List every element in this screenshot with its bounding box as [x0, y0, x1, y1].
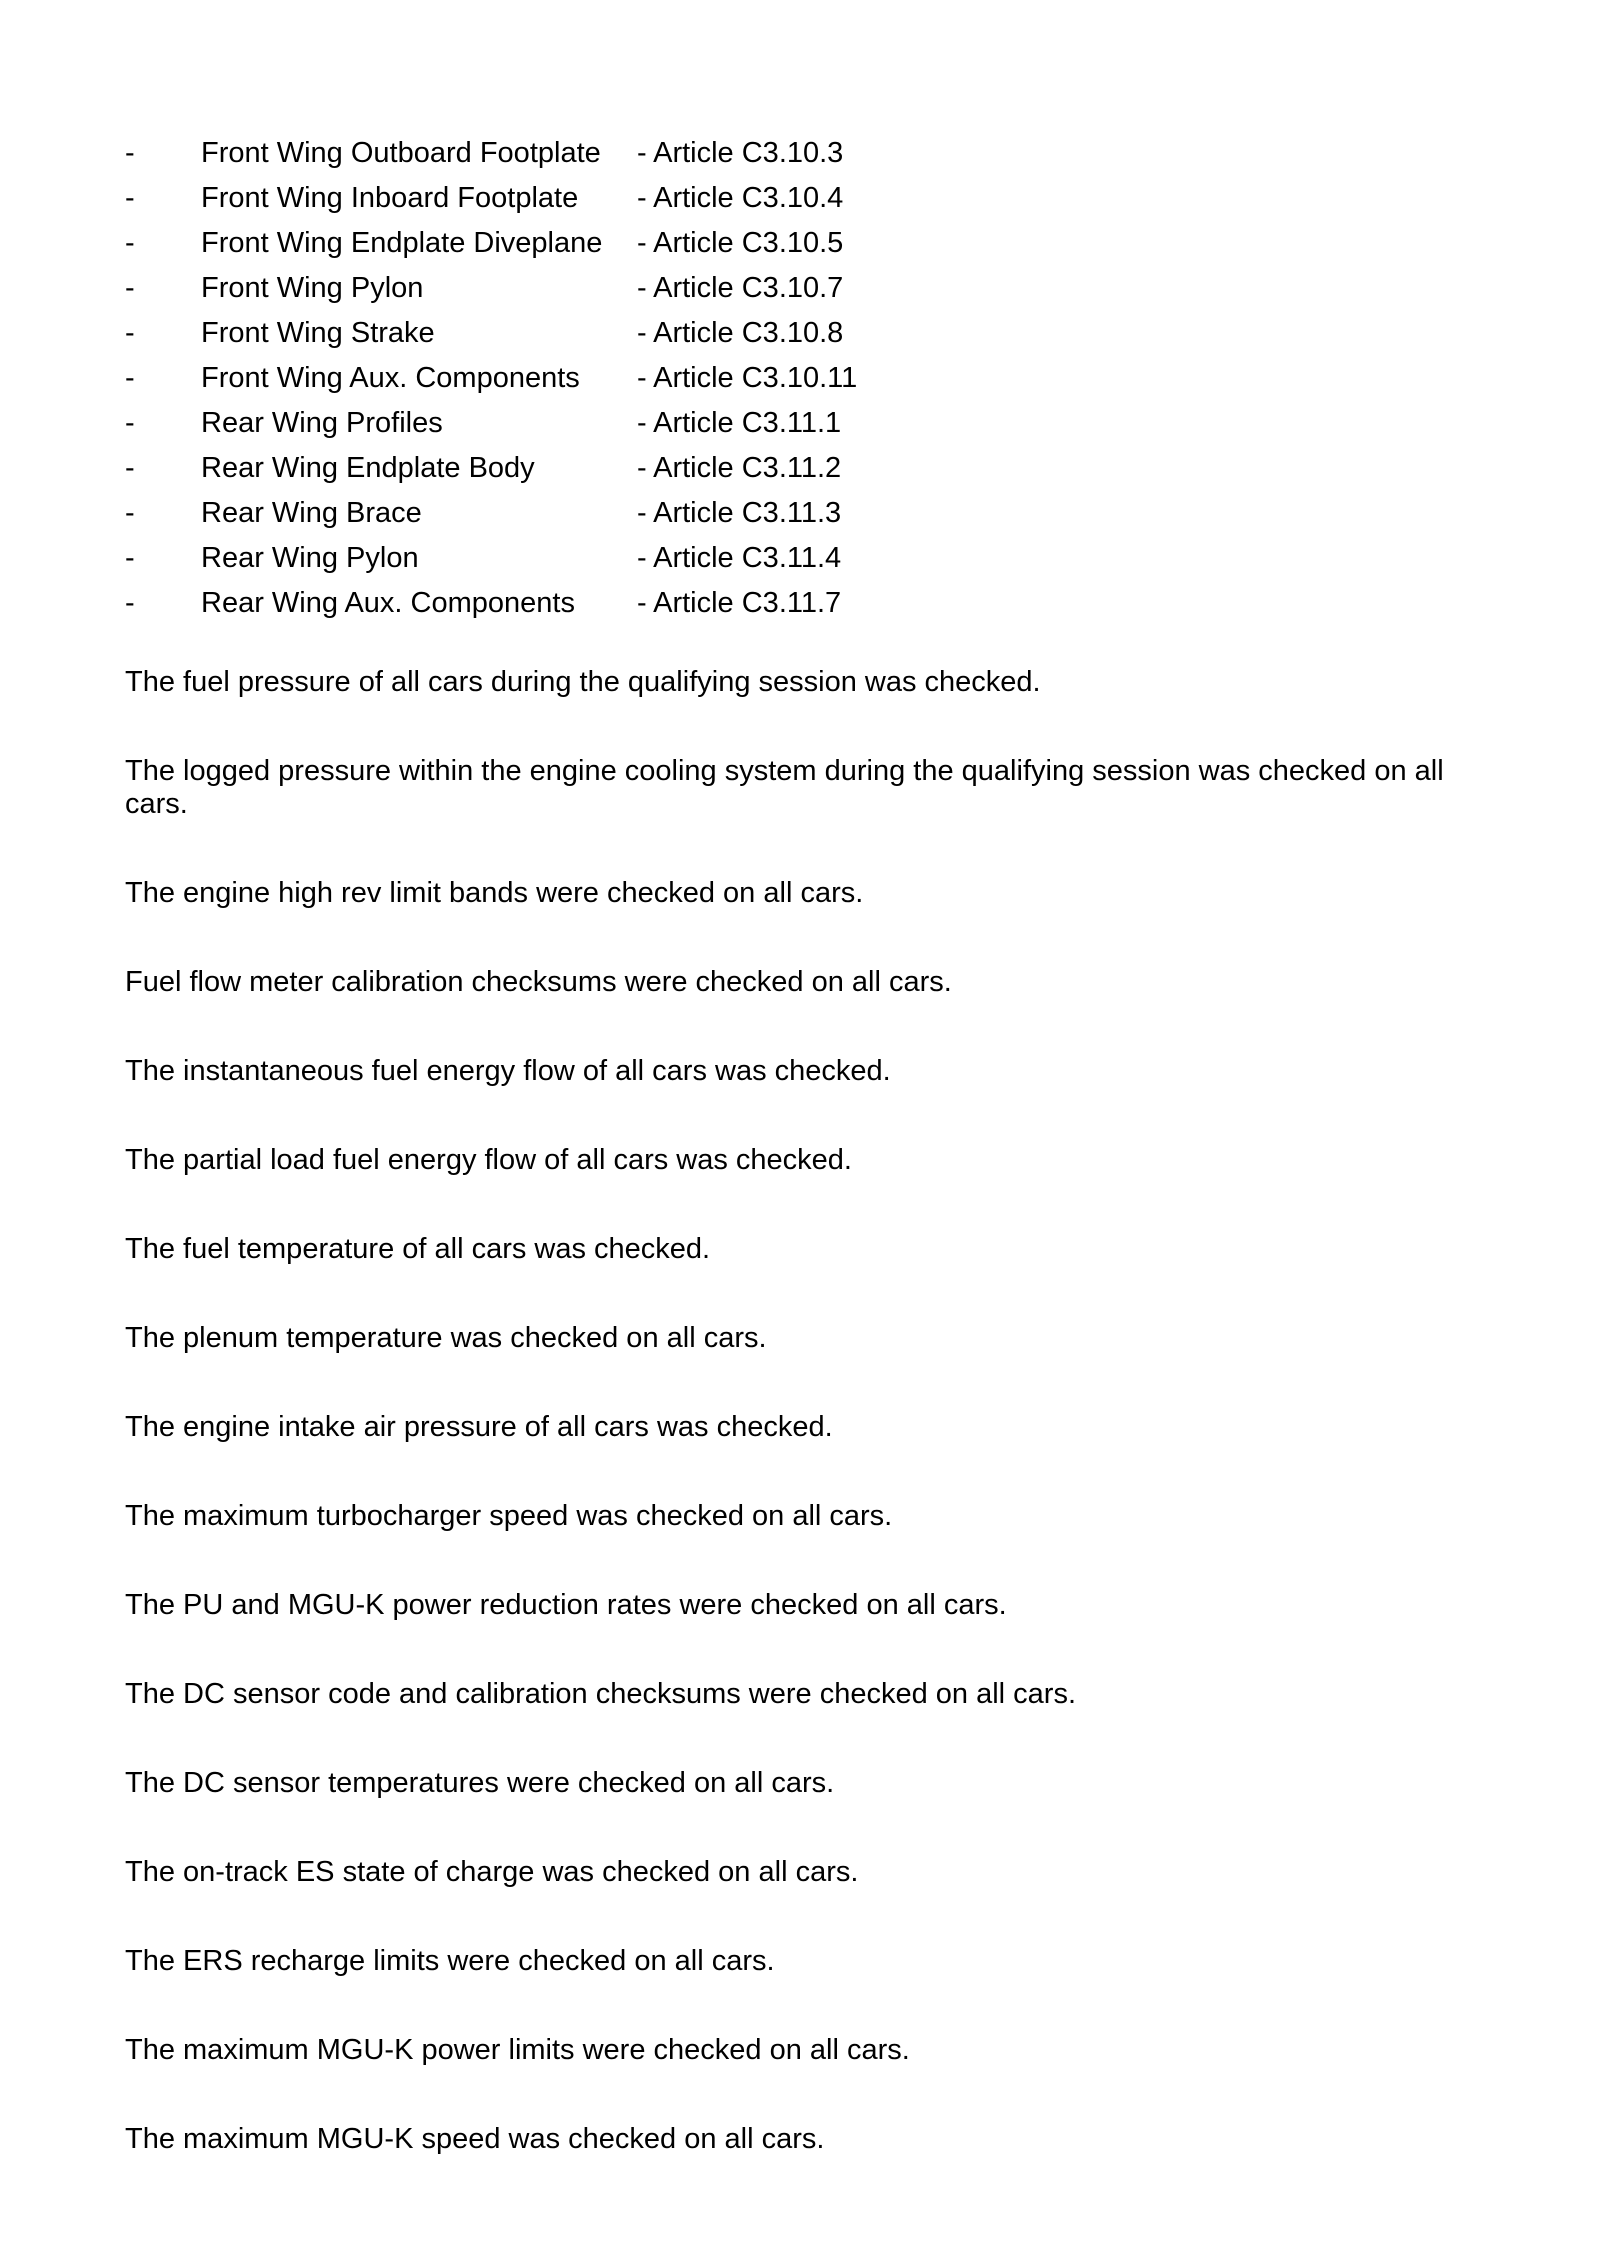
- article-reference: - Article C3.11.3: [637, 497, 842, 529]
- check-paragraph: The fuel pressure of all cars during the qualifying session was checked.: [125, 666, 1041, 698]
- list-bullet: -: [125, 407, 135, 439]
- list-item: [125, 491, 1125, 536]
- check-paragraph: The maximum turbocharger speed was checked on all cars.: [125, 1500, 893, 1532]
- article-reference: - Article C3.10.5: [637, 227, 844, 259]
- check-paragraph: The plenum temperature was checked on all cars.: [125, 1322, 767, 1354]
- component-name: Front Wing Pylon: [201, 272, 424, 304]
- list-item: [125, 311, 1125, 356]
- check-paragraph: The DC sensor code and calibration checksums were checked on all cars.: [125, 1678, 1077, 1710]
- list-bullet: -: [125, 272, 135, 304]
- list-bullet: -: [125, 137, 135, 169]
- list-bullet: -: [125, 317, 135, 349]
- check-paragraph: The engine intake air pressure of all cars was checked.: [125, 1411, 833, 1443]
- list-item: [125, 401, 1125, 446]
- component-name: Front Wing Strake: [201, 317, 435, 349]
- article-reference: - Article C3.10.4: [637, 182, 844, 214]
- check-paragraph: Fuel flow meter calibration checksums were checked on all cars.: [125, 966, 952, 998]
- list-item: [125, 356, 1125, 401]
- check-paragraph: The ERS recharge limits were checked on all cars.: [125, 1945, 775, 1977]
- component-name: Front Wing Aux. Components: [201, 362, 580, 394]
- component-name: Rear Wing Aux. Components: [201, 587, 575, 619]
- check-paragraph: The DC sensor temperatures were checked on all cars.: [125, 1767, 835, 1799]
- list-bullet: -: [125, 452, 135, 484]
- check-paragraph: The partial load fuel energy flow of all cars was checked.: [125, 1144, 852, 1176]
- list-bullet: -: [125, 497, 135, 529]
- list-item: [125, 131, 1125, 176]
- list-item: [125, 446, 1125, 491]
- list-item: [125, 221, 1125, 266]
- component-name: Rear Wing Endplate Body: [201, 452, 535, 484]
- check-paragraph: The engine high rev limit bands were checked on all cars.: [125, 877, 864, 909]
- list-item: [125, 536, 1125, 581]
- component-name: Front Wing Outboard Footplate: [201, 137, 601, 169]
- article-reference: - Article C3.11.4: [637, 542, 842, 574]
- article-reference: - Article C3.11.1: [637, 407, 842, 439]
- articles-list: [125, 131, 1125, 626]
- list-item: [125, 266, 1125, 311]
- component-name: Rear Wing Pylon: [201, 542, 419, 574]
- list-bullet: -: [125, 362, 135, 394]
- check-paragraph: The instantaneous fuel energy flow of all cars was checked.: [125, 1055, 891, 1087]
- list-item: [125, 176, 1125, 221]
- list-bullet: -: [125, 227, 135, 259]
- list-bullet: -: [125, 182, 135, 214]
- article-reference: - Article C3.11.2: [637, 452, 842, 484]
- list-bullet: -: [125, 542, 135, 574]
- article-reference: - Article C3.10.8: [637, 317, 844, 349]
- check-paragraph: The logged pressure within the engine cooling system during the qualifying session was checked on all cars.: [125, 755, 1444, 820]
- article-reference: - Article C3.10.3: [637, 137, 844, 169]
- article-reference: - Article C3.10.7: [637, 272, 844, 304]
- component-name: Front Wing Inboard Footplate: [201, 182, 579, 214]
- component-name: Front Wing Endplate Diveplane: [201, 227, 603, 259]
- article-reference: - Article C3.11.7: [637, 587, 842, 619]
- check-paragraph: The maximum MGU-K power limits were checked on all cars.: [125, 2034, 910, 2066]
- component-name: Rear Wing Profiles: [201, 407, 443, 439]
- check-paragraph: The on-track ES state of charge was checked on all cars.: [125, 1856, 859, 1888]
- list-item: [125, 581, 1125, 626]
- list-bullet: -: [125, 587, 135, 619]
- check-paragraph: The fuel temperature of all cars was checked.: [125, 1233, 711, 1265]
- check-paragraph: The PU and MGU-K power reduction rates were checked on all cars.: [125, 1589, 1007, 1621]
- check-paragraph: The maximum MGU-K speed was checked on all cars.: [125, 2123, 825, 2155]
- component-name: Rear Wing Brace: [201, 497, 422, 529]
- article-reference: - Article C3.10.11: [637, 362, 858, 394]
- checks-paragraphs: [125, 666, 1485, 2212]
